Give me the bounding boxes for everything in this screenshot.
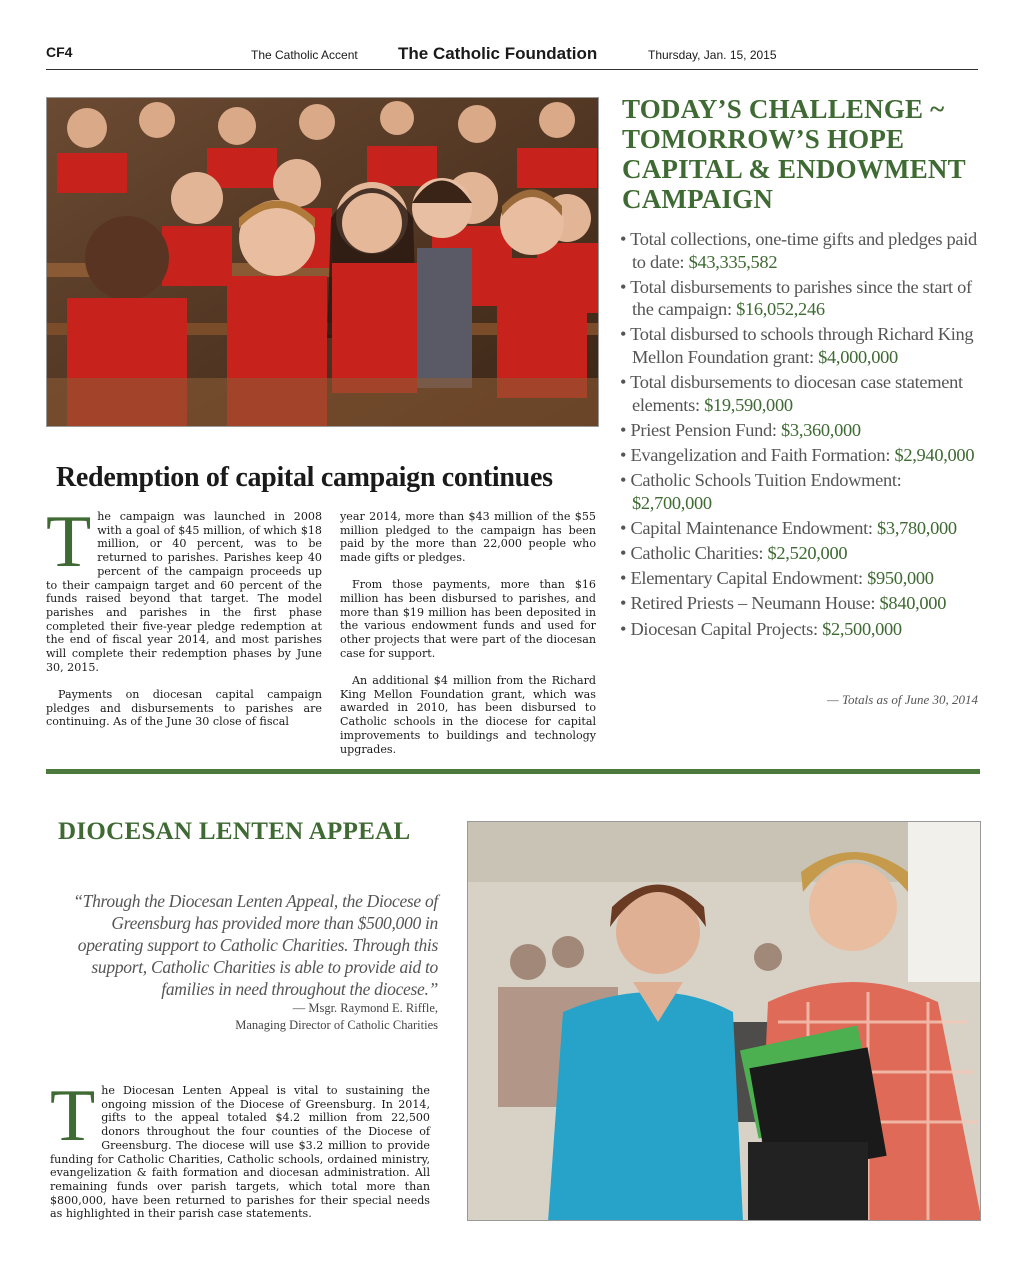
totals-note: — Totals as of June 30, 2014 (827, 692, 978, 707)
stat-label: Elementary Capital Endowment: (630, 568, 863, 589)
lenten-body (50, 1075, 430, 1235)
lenten-text: he Diocesan Lenten Appeal is vital to sustaining the ongoing mission of the Diocese of Greensburg. In 2014, gifts to the appeal totaled $4.2 million from 22,500 donors throughout the four counties of the Diocese of Greensburg. The diocese will use $3.2 million to provide funding for Catholic Charities, Catholic schools, ordained ministry, evangelization & faith formation and diocesan administration. All remaining funds over parish targets, which total more than $800,000, have been returned to parishes for their special needs as highlighted in their parish case statements. (50, 1084, 430, 1221)
campaign-stat-item (620, 542, 984, 565)
story-headline: Redemption of capital campaign continues (56, 462, 553, 493)
lenten-title: DIOCESAN LENTEN APPEAL (58, 818, 411, 845)
stat-label: Total disbursed to schools through Richard King Mellon Foundation grant: (630, 324, 974, 367)
story-column-1 (46, 501, 322, 743)
bullet-icon: • (620, 543, 627, 563)
page-number: CF4 (46, 44, 73, 60)
issue-date: Thursday, Jan. 15, 2015 (648, 48, 777, 62)
section-divider (46, 769, 980, 774)
pull-quote: “Through the Diocesan Lenten Appeal, the Diocese of Greensburg has provided more than $500,000 in operating support to Catholic Charities. Through this support, Catholic Charities is able to provide aid to families in need throughout the diocese.” (73, 891, 438, 999)
campaign-stat-item (620, 371, 984, 416)
bullet-icon: • (620, 618, 627, 639)
stat-value: $2,500,000 (822, 618, 902, 639)
stat-value: $2,520,000 (767, 543, 848, 563)
page-header (46, 44, 978, 70)
stat-value: $43,335,582 (688, 251, 778, 272)
campaign-title: TODAY’S CHALLENGE ~ TOMORROW’S HOPE CAPITAL & ENDOWMENT CAMPAIGN (622, 94, 966, 214)
story-paragraph: From those payments, more than $16 million has been disbursed to parishes, and more than $19 million has been deposited in the various endowment funds and used for other projects that were part of the diocesan case for support. (340, 578, 596, 660)
attribution-name: — Msgr. Raymond E. Riffle, (292, 1001, 438, 1015)
stat-value: $2,700,000 (632, 492, 712, 513)
bullet-icon: • (620, 276, 627, 297)
campaign-stat-item (620, 323, 984, 368)
campaign-stat-item (620, 469, 984, 514)
drop-cap: T (50, 1075, 96, 1157)
bullet-icon: • (620, 568, 627, 589)
section-title: The Catholic Foundation (398, 44, 598, 63)
bullet-icon: • (620, 593, 627, 614)
bullet-icon: • (620, 444, 627, 465)
campaign-stat-item (620, 444, 984, 467)
drop-cap: T (46, 501, 92, 583)
bullet-icon: • (620, 517, 627, 538)
stat-value: $840,000 (879, 593, 947, 614)
story-paragraph: An additional $4 million from the Richard King Mellon Foundation grant, which was awarded in 2010, has been disbursed to Catholic schools in the diocese for capital improvements to buildings and technology upgrades. (340, 674, 596, 756)
bullet-icon: • (620, 372, 627, 393)
stat-label: Retired Priests – Neumann House: (630, 593, 876, 614)
stat-label: Total collections, one-time gifts and pledges paid to date: (630, 229, 977, 272)
story-text: he campaign was launched in 2008 with a goal of $45 million, of which $18 million, or 40 percent, was to be returned to parishes. Parishes keep 40 percent of the campaign proceeds up to their campaign target and 60 percent of the funds raised beyond that target. The model parishes and parishes in the first phase completed their five-year pledge redemption at the end of fiscal year 2014, and most parishes will complete their redemption phases by June 30, 2015. (46, 510, 322, 674)
stat-label: Priest Pension Fund: (630, 419, 777, 440)
bullet-icon: • (620, 324, 627, 345)
stat-label: Total disbursements to parishes since the start of the campaign: (630, 276, 972, 320)
story-paragraph: Payments on diocesan capital campaign pledges and disbursements to parishes are continuing. As of the June 30 close of fiscal (46, 687, 322, 729)
campaign-stat-item (620, 517, 984, 540)
attribution-title: Managing Director of Catholic Charities (235, 1018, 438, 1032)
bullet-icon: • (620, 470, 627, 491)
campaign-stat-item (620, 276, 984, 321)
campaign-stat-item (620, 618, 984, 641)
lenten-paragraph (50, 1075, 430, 1221)
publication-name: The Catholic Accent (251, 48, 358, 62)
story-paragraph (46, 501, 322, 674)
stat-label: Capital Maintenance Endowment: (630, 517, 873, 538)
bullet-icon: • (620, 419, 627, 440)
stat-value: $3,360,000 (781, 419, 861, 440)
stat-label: Total disbursements to diocesan case statement elements: (630, 372, 963, 415)
stat-value: $3,780,000 (877, 517, 957, 538)
stat-value: $19,590,000 (704, 394, 793, 415)
campaign-stat-item (620, 228, 984, 273)
quote-attribution (150, 1000, 438, 1034)
stat-value: $950,000 (867, 568, 934, 589)
schoolchildren-photo (46, 97, 599, 427)
campaign-stat-item (620, 592, 984, 615)
campaign-stats-list (620, 228, 984, 643)
campaign-stat-item (620, 567, 984, 590)
stat-value: $4,000,000 (818, 346, 898, 367)
bullet-icon: • (620, 229, 627, 249)
story-paragraph: year 2014, more than $43 million of the $55 million pledged to the campaign has been paid by the more than 22,000 people who made gifts or pledges. (340, 510, 596, 565)
stat-label: Catholic Charities: (630, 543, 764, 563)
stat-label: Catholic Schools Tuition Endowment: (630, 470, 902, 491)
stat-value: $2,940,000 (894, 444, 975, 465)
stat-label: Evangelization and Faith Formation: (630, 444, 891, 465)
women-greeting-photo (467, 821, 981, 1221)
stat-value: $16,052,246 (736, 299, 825, 320)
story-column-2 (340, 510, 596, 770)
stat-label: Diocesan Capital Projects: (630, 618, 818, 639)
campaign-stat-item (620, 419, 984, 442)
